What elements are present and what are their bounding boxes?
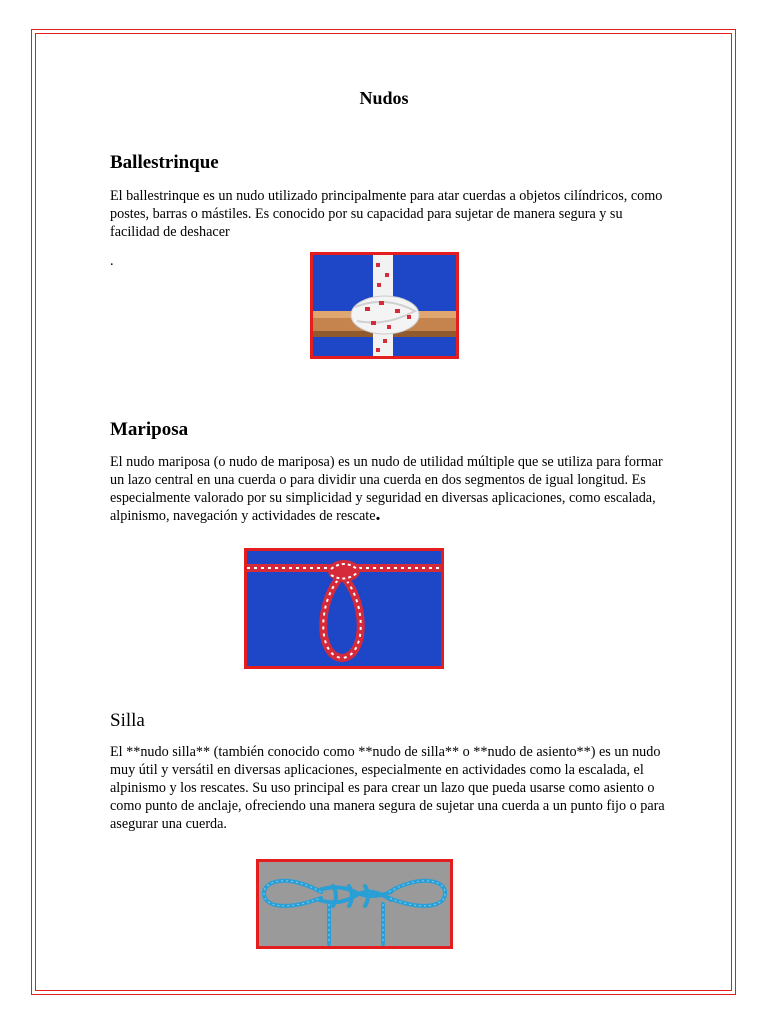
section-heading-ballestrinque: Ballestrinque [110, 152, 219, 173]
section-paragraph-silla: El **nudo silla** (también conocido como **nudo de silla** o **nudo de asiento**) es un nudo muy útil y versátil en diversas aplicaciones, especialmente en actividades como la escalada, el alpinismo y los rescates. Su uso principal es para crear un lazo que pueda usarse como asiento o como punto de anclaje, ofreciendo una manera segura de sujetar una cuerda a un punto fijo o para asegurar una cuerda. [110, 744, 665, 832]
section-heading-mariposa: Mariposa [110, 419, 189, 440]
section-heading-silla: Silla [110, 710, 145, 731]
chair-knot-image [256, 859, 453, 949]
section-dot-ballestrinque: . [110, 253, 114, 269]
section-paragraph-ballestrinque: El ballestrinque es un nudo utilizado principalmente para atar cuerdas a objetos cilíndricos, como postes, barras o mástiles. Es conocido por su capacidad para sujetar de manera segura y su facilidad de deshacer [110, 188, 663, 240]
clove-hitch-knot-image [310, 252, 459, 359]
section-paragraph-mariposa: El nudo mariposa (o nudo de mariposa) es un nudo de utilidad múltiple que se utiliza para formar un lazo central en una cuerda o para dividir una cuerda en dos segmentos de igual longitud. Es especialmente valorado por su simplicidad y seguridad en diversas aplicaciones, como escalada, alpinismo, navegación y actividades de rescate. [110, 454, 663, 525]
butterfly-knot-image [244, 548, 444, 669]
page-title: Nudos [359, 88, 409, 108]
